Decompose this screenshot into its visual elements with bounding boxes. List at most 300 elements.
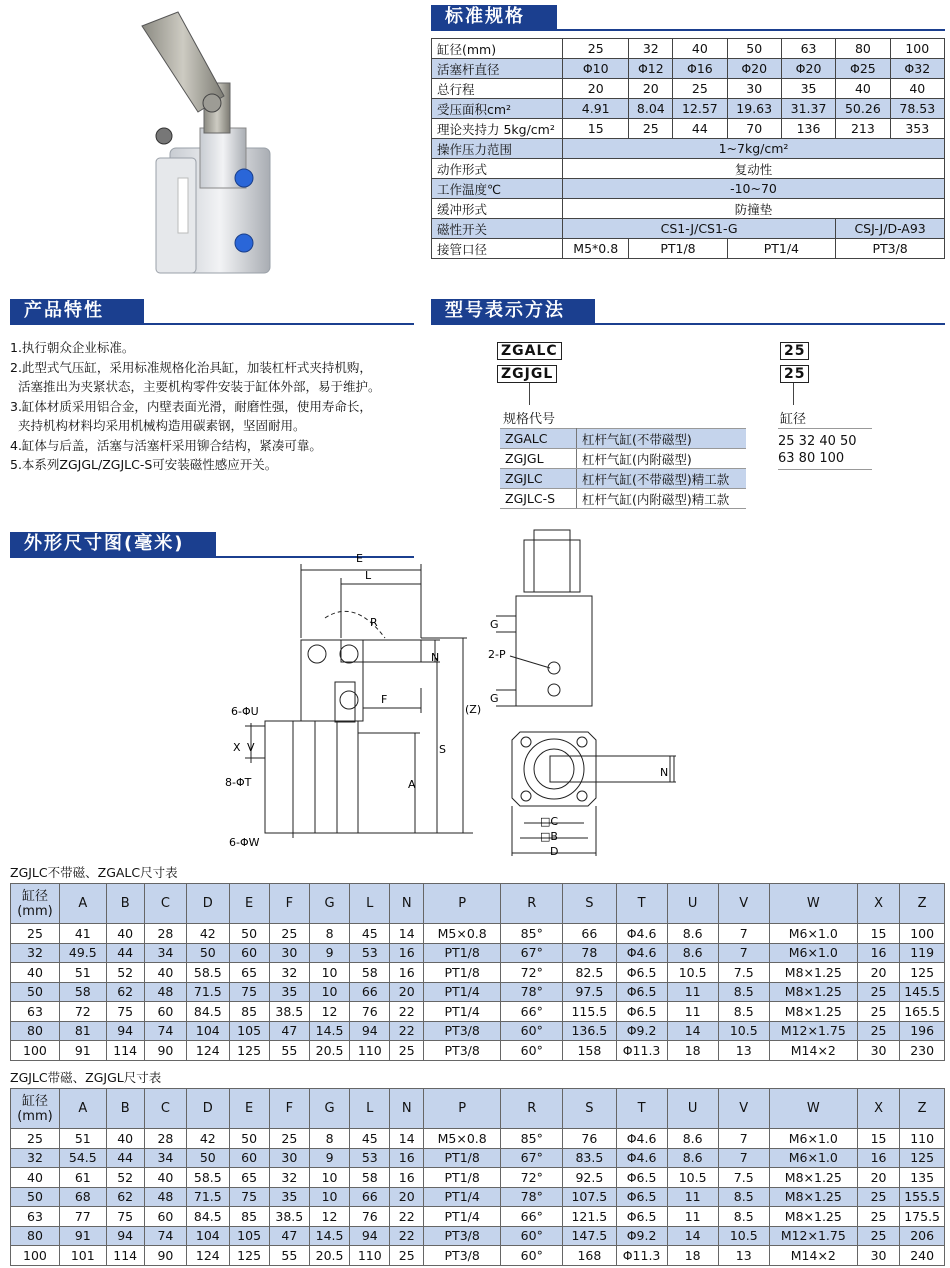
dim-cell: 60° bbox=[501, 1021, 563, 1041]
dim-cell: 110 bbox=[350, 1246, 390, 1266]
dim-cell: 51 bbox=[59, 963, 106, 983]
dim-header-cell: V bbox=[718, 1089, 769, 1129]
feature-item: 3.缸体材质采用铝合金，内壁表面光滑，耐磨性强，使用寿命长， bbox=[10, 398, 372, 414]
dim-header-cell: D bbox=[187, 884, 229, 924]
dim-row bbox=[11, 963, 945, 983]
dim-header-cell: D bbox=[187, 1089, 229, 1129]
dim-cell: M6×1.0 bbox=[769, 924, 857, 944]
dim-cell: 30 bbox=[269, 1148, 309, 1168]
dim-cell: Φ6.5 bbox=[616, 963, 667, 983]
dim-cell: 40 bbox=[11, 963, 60, 983]
dim-cell: 75 bbox=[106, 1207, 144, 1227]
dim-header-cell: E bbox=[229, 884, 269, 924]
dim-cell: 77 bbox=[59, 1207, 106, 1227]
dim-row bbox=[11, 943, 945, 963]
dim-cell: 61 bbox=[59, 1168, 106, 1188]
dim-cell: 7.5 bbox=[718, 963, 769, 983]
dim-cell: 94 bbox=[350, 1226, 390, 1246]
dim-header-row bbox=[11, 1089, 945, 1129]
dim-cell: 97.5 bbox=[563, 982, 616, 1002]
spec-row: 接管口径 M5*0.8 PT1/8 PT1/4 PT3/8 bbox=[432, 239, 945, 259]
dim-header-cell: W bbox=[769, 884, 857, 924]
dim-cell: 67° bbox=[501, 1148, 563, 1168]
dim-cell: 60° bbox=[501, 1246, 563, 1266]
dim-cell: 22 bbox=[390, 1021, 424, 1041]
dim-cell: 44 bbox=[106, 1148, 144, 1168]
code-row: ZGJLC 杠杆气缸(不带磁型)精工款 bbox=[500, 469, 746, 489]
dim-cell: PT3/8 bbox=[424, 1246, 501, 1266]
dim-header-cell: L bbox=[350, 884, 390, 924]
dim-cell: 74 bbox=[144, 1021, 186, 1041]
dim-cell: 47 bbox=[269, 1226, 309, 1246]
features-header-line bbox=[10, 323, 414, 325]
dim-cell: M8×1.25 bbox=[769, 963, 857, 983]
dim-label-u: 6-ΦU bbox=[231, 705, 259, 718]
dim-cell: 34 bbox=[144, 943, 186, 963]
dim-cell: 60 bbox=[144, 1002, 186, 1022]
dim-cell: 66 bbox=[350, 982, 390, 1002]
dim-label-v: V bbox=[247, 741, 255, 754]
dim-cell: 72° bbox=[501, 1168, 563, 1188]
dim-cell: 100 bbox=[11, 1041, 60, 1061]
product-photo bbox=[140, 8, 300, 278]
dim-cell: Φ6.5 bbox=[616, 1187, 667, 1207]
dim-cell: 25 bbox=[390, 1246, 424, 1266]
dim-row bbox=[11, 1148, 945, 1168]
dim-cell: 60° bbox=[501, 1226, 563, 1246]
dim-cell: 60 bbox=[144, 1207, 186, 1227]
dim-header-cell: C bbox=[144, 1089, 186, 1129]
dim-cell: 10 bbox=[309, 963, 349, 983]
dim-cell: 8 bbox=[309, 1129, 349, 1149]
dim-cell: M8×1.25 bbox=[769, 1168, 857, 1188]
dim-cell: 15 bbox=[857, 924, 899, 944]
dim-cell: 58.5 bbox=[187, 1168, 229, 1188]
dim-cell: PT1/4 bbox=[424, 1002, 501, 1022]
dim-cell: 90 bbox=[144, 1041, 186, 1061]
feature-item: 5.本系列ZGJGL/ZGJLC-S可安装磁性感应开关。 bbox=[10, 457, 278, 472]
dim-header-cell: W bbox=[769, 1089, 857, 1129]
dim-cell: 124 bbox=[187, 1246, 229, 1266]
dim-cell: M14×2 bbox=[769, 1246, 857, 1266]
dim-cell: 60° bbox=[501, 1041, 563, 1061]
dim-cell: 20 bbox=[857, 1168, 899, 1188]
dim-cell: 52 bbox=[106, 1168, 144, 1188]
spec-row: 受压面积cm² 4.91 8.04 12.57 19.63 31.37 50.26 78.53 bbox=[432, 99, 945, 119]
dim-cell: 10.5 bbox=[718, 1021, 769, 1041]
spec-row: 总行程 20 20 25 30 35 40 40 bbox=[432, 79, 945, 99]
spec-row: 活塞杆直径 Φ10 Φ12 Φ16 Φ20 Φ20 Φ25 Φ32 bbox=[432, 59, 945, 79]
dim-cell: 30 bbox=[857, 1041, 899, 1061]
dim-header-cell: B bbox=[106, 1089, 144, 1129]
dim-cell: 13 bbox=[718, 1041, 769, 1061]
dim-label-x: X bbox=[233, 741, 241, 754]
dim-cell: PT1/4 bbox=[424, 982, 501, 1002]
spec-row: 理论夹持力 5kg/cm² 15 25 44 70 136 213 353 bbox=[432, 119, 945, 139]
model-header: 型号表示方法 bbox=[431, 299, 595, 323]
dim-cell: 84.5 bbox=[187, 1207, 229, 1227]
dim-cell: 28 bbox=[144, 924, 186, 944]
dim-cell: 78° bbox=[501, 1187, 563, 1207]
dim-table-1-title: ZGJLC不带磁、ZGALC尺寸表 bbox=[10, 865, 178, 880]
dim-cell: 66° bbox=[501, 1207, 563, 1227]
dim-cell: 25 bbox=[857, 1207, 899, 1227]
dim-cell: 121.5 bbox=[563, 1207, 616, 1227]
dim-cell: 52 bbox=[106, 963, 144, 983]
dim-cell: 14 bbox=[667, 1021, 718, 1041]
dim-label-p: 2-P bbox=[488, 648, 506, 661]
dim-header-cell: V bbox=[718, 884, 769, 924]
dim-cell: 25 bbox=[857, 1187, 899, 1207]
dim-cell: 9 bbox=[309, 943, 349, 963]
dim-cell: 16 bbox=[390, 1148, 424, 1168]
dim-cell: 196 bbox=[900, 1021, 945, 1041]
model-header-line bbox=[431, 323, 945, 325]
dim-cell: 114 bbox=[106, 1041, 144, 1061]
dim-cell: 230 bbox=[900, 1041, 945, 1061]
dim-cell: 11 bbox=[667, 1002, 718, 1022]
dim-cell: 8 bbox=[309, 924, 349, 944]
dim-header-cell: E bbox=[229, 1089, 269, 1129]
dim-header-cell: G bbox=[309, 1089, 349, 1129]
dim-cell: 25 bbox=[11, 1129, 60, 1149]
dim-cell: 168 bbox=[563, 1246, 616, 1266]
dim-cell: 67° bbox=[501, 943, 563, 963]
dim-cell: 20 bbox=[857, 963, 899, 983]
dim-cell: 50 bbox=[187, 943, 229, 963]
dim-cell: 8.5 bbox=[718, 982, 769, 1002]
bore-line: 63 80 100 bbox=[778, 451, 845, 466]
dim-cell: 165.5 bbox=[900, 1002, 945, 1022]
dim-cell: PT3/8 bbox=[424, 1226, 501, 1246]
dim-cell: 35 bbox=[269, 982, 309, 1002]
dim-cell: 25 bbox=[269, 924, 309, 944]
dim-cell: 50 bbox=[229, 1129, 269, 1149]
dim-cell: 14.5 bbox=[309, 1226, 349, 1246]
dim-cell: 54.5 bbox=[59, 1148, 106, 1168]
dim-cell: M8×1.25 bbox=[769, 982, 857, 1002]
dim-label-f: F bbox=[381, 693, 388, 706]
dim-header-cell: X bbox=[857, 1089, 899, 1129]
dim-label-d: D bbox=[550, 845, 559, 858]
dim-label-r: R bbox=[370, 616, 378, 629]
spec-table bbox=[431, 38, 945, 259]
dim-cell: 12 bbox=[309, 1002, 349, 1022]
dim-cell: 11 bbox=[667, 1207, 718, 1227]
dim-cell: 40 bbox=[144, 963, 186, 983]
dim-cell: M5×0.8 bbox=[424, 924, 501, 944]
dim-header-cell: U bbox=[667, 1089, 718, 1129]
dim-cell: 125 bbox=[229, 1246, 269, 1266]
dim-cell: Φ11.3 bbox=[616, 1041, 667, 1061]
dim-cell: Φ9.2 bbox=[616, 1226, 667, 1246]
dim-header-cell: S bbox=[563, 1089, 616, 1129]
dim-cell: 40 bbox=[144, 1168, 186, 1188]
dim-cell: 42 bbox=[187, 924, 229, 944]
dim-cell: 10.5 bbox=[667, 1168, 718, 1188]
dim-header-cell: F bbox=[269, 884, 309, 924]
dim-cell: 71.5 bbox=[187, 1187, 229, 1207]
dim-cell: 25 bbox=[390, 1041, 424, 1061]
dim-row bbox=[11, 1002, 945, 1022]
dim-cell: PT1/4 bbox=[424, 1207, 501, 1227]
dim-cell: 50 bbox=[229, 924, 269, 944]
dim-cell: 104 bbox=[187, 1021, 229, 1041]
dim-cell: PT1/8 bbox=[424, 1148, 501, 1168]
dim-header-cell: Z bbox=[900, 1089, 945, 1129]
dim-cell: PT1/4 bbox=[424, 1187, 501, 1207]
dim-cell: Φ6.5 bbox=[616, 1168, 667, 1188]
dim-cell: 20 bbox=[390, 982, 424, 1002]
dim-cell: 58 bbox=[350, 1168, 390, 1188]
dim-header-cell: X bbox=[857, 884, 899, 924]
dim-cell: 47 bbox=[269, 1021, 309, 1041]
dim-cell: 240 bbox=[900, 1246, 945, 1266]
dim-header-cell: N bbox=[390, 884, 424, 924]
dim-header-cell: T bbox=[616, 1089, 667, 1129]
dim-cell: Φ6.5 bbox=[616, 1002, 667, 1022]
dim-cell: 38.5 bbox=[269, 1207, 309, 1227]
dim-cell: 55 bbox=[269, 1041, 309, 1061]
feature-item: 4.缸体与后盖，活塞与活塞杆采用铆合结构，紧凑可靠。 bbox=[10, 437, 322, 453]
dim-header-cell: T bbox=[616, 884, 667, 924]
dim-header-cell: N bbox=[390, 1089, 424, 1129]
dim-cell: 14 bbox=[390, 1129, 424, 1149]
dim-header-cell: A bbox=[59, 1089, 106, 1129]
dim-cell: 58 bbox=[59, 982, 106, 1002]
dim-row bbox=[11, 1129, 945, 1149]
dim-header-cell: R bbox=[501, 1089, 563, 1129]
dim-cell: M5×0.8 bbox=[424, 1129, 501, 1149]
side-view-drawing bbox=[225, 548, 482, 858]
bore-values bbox=[778, 428, 872, 470]
dim-cell: 14 bbox=[667, 1226, 718, 1246]
dim-cell: 135 bbox=[900, 1168, 945, 1188]
dim-cell: 104 bbox=[187, 1226, 229, 1246]
dims-header: 外形尺寸图(毫米) bbox=[10, 532, 216, 556]
dim-cell: 14.5 bbox=[309, 1021, 349, 1041]
dim-table-2-title: ZGJLC带磁、ZGJGL尺寸表 bbox=[10, 1070, 162, 1085]
dim-cell: 53 bbox=[350, 1148, 390, 1168]
dim-cell: 20.5 bbox=[309, 1246, 349, 1266]
feature-item: 2.此型式气压缸，采用标准规格化治具缸，加装杠杆式夹持机购， bbox=[10, 359, 372, 375]
dim-cell: 85 bbox=[229, 1207, 269, 1227]
dim-cell: 30 bbox=[857, 1246, 899, 1266]
dim-header-cell: R bbox=[501, 884, 563, 924]
code-row: ZGJLC-S 杠杆气缸(内附磁型)精工款 bbox=[500, 489, 746, 509]
dim-cell: 7 bbox=[718, 924, 769, 944]
spec-row: 缸径(mm) 25 32 40 50 63 80 100 bbox=[432, 39, 945, 59]
dim-cell: 62 bbox=[106, 1187, 144, 1207]
dim-cell: 60 bbox=[229, 1148, 269, 1168]
features-header: 产品特性 bbox=[10, 299, 144, 323]
dim-cell: 85° bbox=[501, 924, 563, 944]
dim-cell: 115.5 bbox=[563, 1002, 616, 1022]
dim-cell: 41 bbox=[59, 924, 106, 944]
dim-label-l: L bbox=[365, 569, 372, 582]
feature-item: 活塞推出为夹紧状态，主要机构零件安装于缸体外部，易于维护。 bbox=[10, 379, 381, 394]
dim-cell: 68 bbox=[59, 1187, 106, 1207]
dim-cell: Φ4.6 bbox=[616, 943, 667, 963]
dim-cell: 25 bbox=[857, 1021, 899, 1041]
dim-cell: 49.5 bbox=[59, 943, 106, 963]
dim-table-1 bbox=[10, 883, 945, 1061]
dim-label-a: A bbox=[408, 778, 416, 791]
dim-row bbox=[11, 982, 945, 1002]
dim-cell: 145.5 bbox=[900, 982, 945, 1002]
dim-cell: 25 bbox=[269, 1129, 309, 1149]
dim-cell: M12×1.75 bbox=[769, 1021, 857, 1041]
dim-cell: 8.5 bbox=[718, 1002, 769, 1022]
dim-row bbox=[11, 1041, 945, 1061]
dim-header-cell: A bbox=[59, 884, 106, 924]
dim-row bbox=[11, 1168, 945, 1188]
dim-cell: 10.5 bbox=[667, 963, 718, 983]
dim-cell: 65 bbox=[229, 963, 269, 983]
dim-cell: M6×1.0 bbox=[769, 943, 857, 963]
dim-cell: 53 bbox=[350, 943, 390, 963]
dim-cell: M6×1.0 bbox=[769, 1129, 857, 1149]
dim-header-cell: S bbox=[563, 884, 616, 924]
dim-cell: 50 bbox=[187, 1148, 229, 1168]
dim-cell: 18 bbox=[667, 1041, 718, 1061]
dim-cell: 8.6 bbox=[667, 1148, 718, 1168]
dim-cell: 94 bbox=[350, 1021, 390, 1041]
dim-header-cell: Z bbox=[900, 884, 945, 924]
dim-cell: 22 bbox=[390, 1226, 424, 1246]
dim-cell: 12 bbox=[309, 1207, 349, 1227]
dim-cell: 94 bbox=[106, 1021, 144, 1041]
code-label: 规格代号 bbox=[503, 412, 556, 427]
features-list bbox=[10, 338, 380, 475]
dim-header-cell: B bbox=[106, 884, 144, 924]
model-code-box: ZGJGL bbox=[497, 365, 557, 383]
dim-cell: 40 bbox=[11, 1168, 60, 1188]
dim-cell: PT3/8 bbox=[424, 1021, 501, 1041]
dim-cell: 28 bbox=[144, 1129, 186, 1149]
dim-cell: 14 bbox=[390, 924, 424, 944]
dim-cell: Φ6.5 bbox=[616, 982, 667, 1002]
dim-cell: 105 bbox=[229, 1021, 269, 1041]
dim-cell: 18 bbox=[667, 1246, 718, 1266]
dim-header-cell: P bbox=[424, 1089, 501, 1129]
dim-cell: 125 bbox=[900, 1148, 945, 1168]
dim-cell: 11 bbox=[667, 1187, 718, 1207]
dim-cell: Φ11.3 bbox=[616, 1246, 667, 1266]
dim-cell: 25 bbox=[11, 924, 60, 944]
dim-cell: 63 bbox=[11, 1002, 60, 1022]
dim-cell: 136.5 bbox=[563, 1021, 616, 1041]
dim-cell: 10.5 bbox=[718, 1226, 769, 1246]
dim-cell: 51 bbox=[59, 1129, 106, 1149]
dim-cell: 105 bbox=[229, 1226, 269, 1246]
dim-label-n2: N bbox=[660, 766, 669, 779]
spec-row: 磁性开关 CS1-J/CS1-G CSJ-J/D-A93 bbox=[432, 219, 945, 239]
dim-cell: 100 bbox=[900, 924, 945, 944]
dim-cell: Φ4.6 bbox=[616, 1129, 667, 1149]
dim-cell: 101 bbox=[59, 1246, 106, 1266]
dim-header-cell: P bbox=[424, 884, 501, 924]
spec-header: 标准规格 bbox=[431, 5, 557, 29]
model-bore-box: 25 bbox=[780, 365, 809, 383]
dim-cell: 9 bbox=[309, 1148, 349, 1168]
dim-cell: 75 bbox=[229, 982, 269, 1002]
dim-header-cell: U bbox=[667, 884, 718, 924]
dim-cell: 34 bbox=[144, 1148, 186, 1168]
dim-cell: PT1/8 bbox=[424, 943, 501, 963]
dim-header-cell: G bbox=[309, 884, 349, 924]
dim-cell: 48 bbox=[144, 982, 186, 1002]
dim-cell: 55 bbox=[269, 1246, 309, 1266]
code-row: ZGALC 杠杆气缸(不带磁型) bbox=[500, 429, 746, 449]
dim-cell: 76 bbox=[350, 1207, 390, 1227]
dim-cell: 63 bbox=[11, 1207, 60, 1227]
dim-row bbox=[11, 924, 945, 944]
dim-label-g: G bbox=[490, 618, 499, 631]
dim-label-c: □C bbox=[540, 815, 559, 828]
dim-cell: Φ4.6 bbox=[616, 1148, 667, 1168]
model-connector bbox=[793, 383, 794, 405]
dim-cell: 72 bbox=[59, 1002, 106, 1022]
dim-cell: 85° bbox=[501, 1129, 563, 1149]
dim-header-cell: L bbox=[350, 1089, 390, 1129]
dim-cell: 16 bbox=[390, 1168, 424, 1188]
dim-label-s: S bbox=[439, 743, 446, 756]
dim-row bbox=[11, 1207, 945, 1227]
dim-cell: 84.5 bbox=[187, 1002, 229, 1022]
dim-cell: 20 bbox=[390, 1187, 424, 1207]
spec-row: 工作温度℃ -10~70 bbox=[432, 179, 945, 199]
code-table bbox=[500, 428, 746, 509]
dim-cell: 75 bbox=[106, 1002, 144, 1022]
dim-cell: M6×1.0 bbox=[769, 1148, 857, 1168]
dim-cell: 25 bbox=[857, 1002, 899, 1022]
spec-row: 操作压力范围 1~7kg/cm² bbox=[432, 139, 945, 159]
dim-row bbox=[11, 1246, 945, 1266]
dim-label-z: (Z) bbox=[465, 703, 482, 716]
dim-cell: 32 bbox=[11, 1148, 60, 1168]
dim-cell: 10 bbox=[309, 1187, 349, 1207]
model-connector bbox=[529, 383, 530, 405]
dim-cell: 155.5 bbox=[900, 1187, 945, 1207]
dim-label-g: G bbox=[490, 692, 499, 705]
dim-cell: PT1/8 bbox=[424, 1168, 501, 1188]
dim-cell: Φ4.6 bbox=[616, 924, 667, 944]
dim-cell: 16 bbox=[857, 943, 899, 963]
dim-header-cell: 缸径 (mm) bbox=[11, 1089, 60, 1129]
model-bore-box: 25 bbox=[780, 342, 809, 360]
dim-cell: 7 bbox=[718, 1148, 769, 1168]
dim-cell: 62 bbox=[106, 982, 144, 1002]
dim-cell: 16 bbox=[390, 963, 424, 983]
dim-cell: 25 bbox=[857, 1226, 899, 1246]
dim-cell: 92.5 bbox=[563, 1168, 616, 1188]
dim-header-row bbox=[11, 884, 945, 924]
dim-cell: M12×1.75 bbox=[769, 1226, 857, 1246]
dim-cell: 22 bbox=[390, 1207, 424, 1227]
bore-label: 缸径 bbox=[780, 412, 807, 427]
dim-cell: 158 bbox=[563, 1041, 616, 1061]
dim-cell: 72° bbox=[501, 963, 563, 983]
dim-cell: 50 bbox=[11, 982, 60, 1002]
dim-header-cell: C bbox=[144, 884, 186, 924]
dim-cell: 107.5 bbox=[563, 1187, 616, 1207]
dim-cell: 45 bbox=[350, 924, 390, 944]
dim-cell: 124 bbox=[187, 1041, 229, 1061]
feature-item: 夹持机构材料均采用机械构造用碳素钢，坚固耐用。 bbox=[10, 418, 306, 433]
dim-cell: 78° bbox=[501, 982, 563, 1002]
dim-cell: 13 bbox=[718, 1246, 769, 1266]
